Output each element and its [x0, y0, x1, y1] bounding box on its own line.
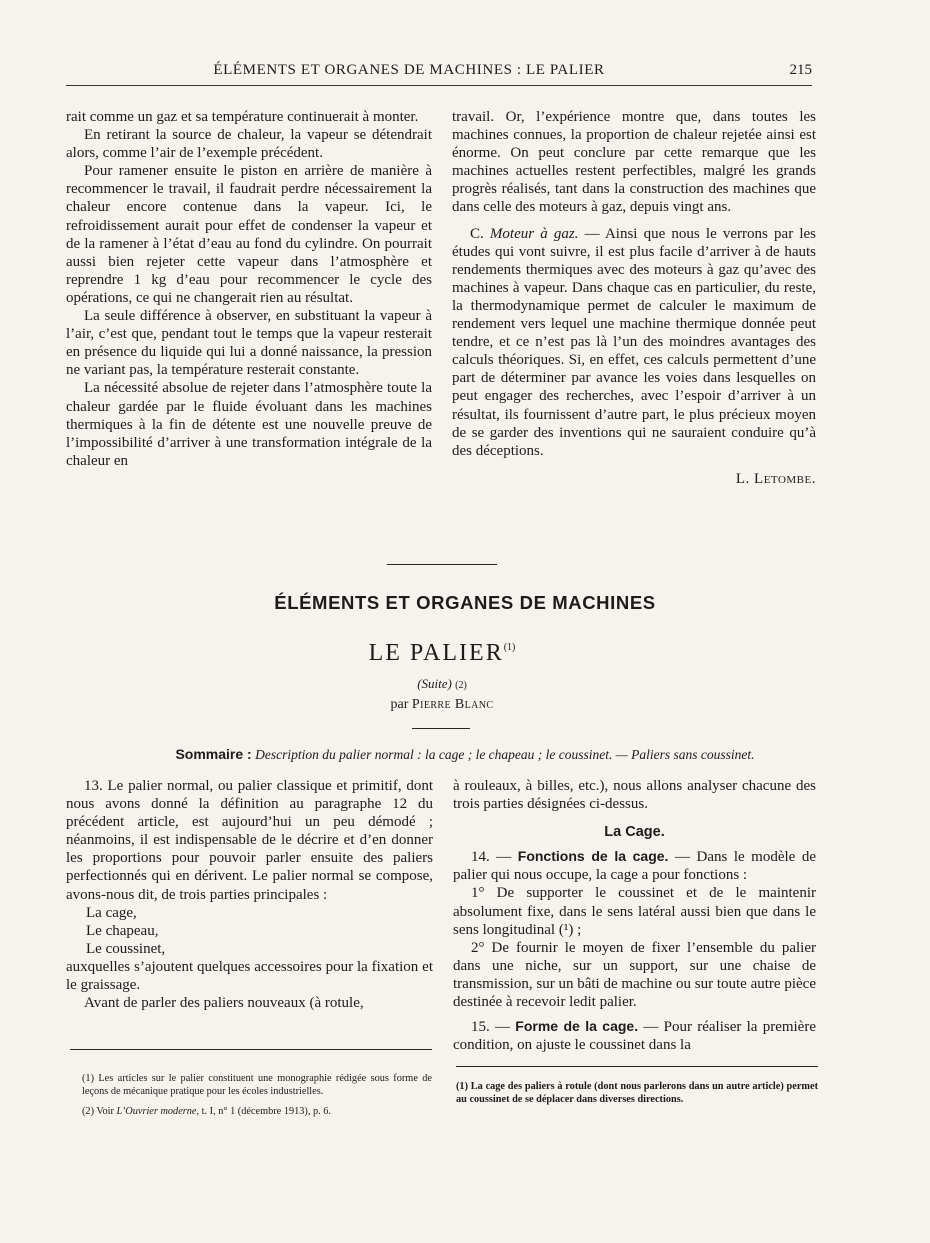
p14-item-1: 1° De supporter le coussinet et de le maintenir absolument fixe, dans le sens latéral aussi bien que dans le sens longitudinal (¹) ; [453, 885, 816, 938]
paragraph: à rouleaux, à billes, etc.), nous allons analyser chacune des trois parties désignées ci-dessus. [453, 778, 816, 813]
separator-rule-small [412, 728, 470, 729]
article-title [0, 640, 884, 667]
header-rule [66, 85, 812, 86]
section-title: ÉLÉMENTS ET ORGANES DE MACHINES [274, 592, 656, 613]
footnote-1: (1) Les articles sur le palier constituent une monographie rédigée sous forme de leçons de mécanique pratique pour les écoles industrielles. [82, 1073, 432, 1098]
section-c-title: Moteur à gaz. [489, 225, 579, 242]
article-title-text: LE PALIER [368, 640, 504, 666]
author-name: Pierre Blanc [411, 697, 494, 712]
paragraph: La seule différence à observer, en substituant la vapeur à l’air, c’est que, pendant tout le temps que la vapeur resterait en présence du liquide qui lui a donné naissance, la pression ne variant pas, la température resterait constante. [66, 308, 432, 379]
paragraph: rait comme un gaz et sa température continuerait à monter. [66, 109, 419, 125]
part-item: La cage, [86, 904, 137, 921]
paragraph: La nécessité absolue de rejeter dans l’atmosphère toute la chaleur gardée par le fluide évoluant dans les machines thermiques à la fin de détente est une nouvelle preuve de l’impossibilité d’arriver à une transformation intégrale de la chaleur en [66, 380, 432, 469]
section-c-text: — Ainsi que nous le verrons par les études qui vont suivre, il est plus facile d’arriver à de hauts rendements thermiques avec des moteurs à gaz qu’avec des machines à vapeur. Dans chaque cas en particulier, du reste, la thermodynamique permet de calculer le maximum de rendement vers lequel une machine thermique donnée peut tendre, et ce n’est pas là l’un des moindres avantages des calculs théoriques. Si, en effet, ces calculs permettent d’une part de déterminer par avance les voies dans lesquelles on peut engager des recherches, avec l’espoir d’arriver à un résultat, ils fournissent d’autre part, le plus précieux moyen de se garder des inventions qui ne sauraient conduire qu’à des déceptions. [452, 225, 816, 459]
summary-line [0, 746, 930, 763]
paragraph: En retirant la source de chaleur, la vapeur se détendrait alors, comme l’air de l’exemple précédent. [66, 127, 432, 162]
running-header [66, 60, 812, 90]
p14-number: 14. — [471, 849, 518, 866]
footnote-2-journal: L’Ouvrier moderne [116, 1106, 197, 1118]
p15-title: Forme de la cage. [515, 1018, 639, 1035]
p15-number: 15. — [471, 1019, 516, 1036]
signature: L. Letombe. [735, 470, 816, 487]
summary-label: Sommaire : [175, 746, 252, 762]
byline-prefix: par [390, 697, 412, 712]
part-item: Le chapeau, [86, 922, 159, 939]
separator-rule [387, 564, 497, 565]
footnote-2 [82, 1105, 432, 1118]
section-c-label: C. [470, 225, 490, 242]
page-number: 215 [789, 62, 812, 78]
paragraph: auxquelles s’ajoutent quelques accessoires pour la fixation et le graissage. [66, 958, 433, 994]
subsection-heading: La Cage. [604, 824, 665, 841]
footnote-rule-right [456, 1066, 818, 1067]
footnote-2-prefix: (2) Voir [82, 1106, 117, 1118]
running-title: ÉLÉMENTS ET ORGANES DE MACHINES : LE PALIER [213, 62, 605, 78]
suite-text: (Suite) [417, 676, 452, 691]
paragraph: travail. Or, l’expérience montre que, dans toutes les machines connues, la proportion de chaleur rejetée ainsi est énorme. On peut conclure par cette remarque que les machines actuelles restent perfectibles, malgré les grands progrès réalisés, tant dans la construction des machines que dans celle des moteurs à gaz, depuis vingt ans. [452, 109, 816, 216]
paragraph-15 [453, 1017, 816, 1054]
part-item: Le coussinet, [86, 940, 166, 957]
p14-item-2: 2° De fournir le moyen de fixer l’ensemble du palier dans une niche, sur un support, sur une chaise de transmission, sur un bâti de machine ou sur toute autre pièce destinée à recevoir ledit palier. [453, 939, 816, 1011]
p14-title: Fonctions de la cage. [517, 848, 669, 865]
paragraph: Avant de parler des paliers nouveaux (à rotule, [84, 995, 364, 1012]
section-c-paragraph [452, 225, 816, 460]
lower-right-column [453, 777, 816, 1054]
upper-right-column [452, 108, 816, 488]
footnotes-left [82, 1072, 432, 1119]
footnote-2-suffix: , t. I, n° 1 (décembre 1913), p. 6. [196, 1106, 332, 1118]
suite-line [0, 676, 884, 692]
footnotes-right [456, 1080, 818, 1106]
p15-text: — Pour réaliser la première condition, on ajuste le coussinet dans la [453, 1019, 816, 1054]
p14-text: — Dans le modèle de palier qui nous occupe, la cage a pour fonctions : [453, 849, 816, 884]
footnote-rule-left [70, 1049, 432, 1050]
paragraph: Pour ramener ensuite le piston en arrière de manière à recommencer le travail, il faudrait perdre nécessairement la chaleur encore contenue dans la vapeur. Ici, le refroidissement aurait pour effet de condenser la vapeur et de la ramener à l’état d’eau au fond du cylindre. On pourrait aussi bien rejeter cette vapeur dans l’atmosphère et reprendre 1 kg d’eau pour recommencer le cycle des opérations, ce qui ne changerait rien au résultat. [66, 163, 432, 306]
footnote-right-1: (1) La cage des paliers à rotule (dont nous parlerons dans un autre article) permet au coussinet de se déplacer dans diverses directions. [456, 1081, 818, 1106]
summary-text: Description du palier normal : la cage ; le chapeau ; le coussinet. — Paliers sans coussinet. [251, 747, 755, 762]
paragraph-13: 13. Le palier normal, ou palier classique et primitif, dont nous avons donné la définition au paragraphe 12 du précédent article, est aujourd’hui un peu démodé ; néanmoins, il est indispensable de le décrire et d’en donner les proportions pour pouvoir parler ensuite des paliers perfectionnés qui en dérivent. Le palier normal se compose, avons-nous dit, de trois parties principales : [66, 778, 433, 903]
byline [0, 697, 884, 713]
lower-left-column [66, 777, 433, 1012]
upper-left-column [66, 108, 432, 470]
title-footnote-ref: (1) [503, 642, 516, 653]
suite-footnote-ref: (2) [455, 680, 467, 691]
paragraph-14 [453, 847, 816, 884]
